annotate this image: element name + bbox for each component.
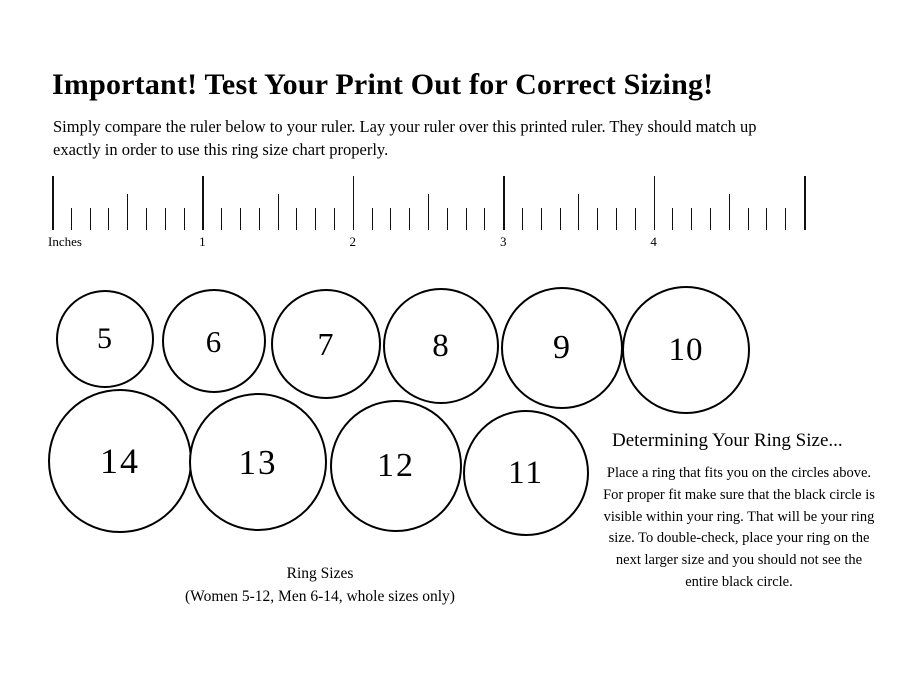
page-subtitle: Simply compare the ruler below to your ruler. Lay your ruler over this printed ruler. They should match up exactly in order to use this ring size chart properly. [53, 116, 757, 160]
ring-size-label-7: 7 [317, 326, 335, 362]
ruler-tick [390, 208, 391, 230]
ring-size-label-10: 10 [668, 331, 704, 368]
ruler-inch-label: 3 [499, 234, 507, 249]
ruler-unit-label: Inches [48, 234, 82, 249]
ring-size-circle-8[interactable] [383, 288, 499, 404]
ruler-tick [90, 208, 91, 230]
ring-sizes-title: Ring Sizes [286, 565, 354, 582]
ring-size-circle-14[interactable] [48, 389, 192, 533]
ruler-tick [146, 208, 147, 230]
ring-size-label-9: 9 [553, 329, 571, 366]
ring-size-circle-12[interactable] [330, 400, 462, 532]
ring-size-circle-11[interactable] [463, 410, 589, 536]
ruler-tick [259, 208, 260, 230]
ring-size-circle-7[interactable] [271, 289, 381, 399]
ring-size-circle-6[interactable] [162, 289, 266, 393]
ruler-tick [503, 176, 505, 230]
ring-sizes-note: (Women 5-12, Men 6-14, whole sizes only) [185, 588, 455, 606]
ruler-tick [710, 208, 711, 230]
ruler-tick [221, 208, 222, 230]
ruler-tick [315, 208, 316, 230]
ruler-tick [691, 208, 692, 230]
ring-size-circle-10[interactable] [622, 286, 750, 414]
ruler-inch-label: 2 [349, 234, 357, 249]
determining-size-heading: Determining Your Ring Size... [612, 430, 843, 451]
ruler-inch-label: 4 [650, 234, 657, 249]
ring-size-label-14: 14 [100, 441, 140, 481]
page-title: Important! Test Your Print Out for Correct Sizing! [52, 68, 714, 102]
ruler-tick [334, 208, 335, 230]
ruler-tick [240, 208, 241, 230]
ruler-tick [202, 176, 204, 230]
ruler-tick [597, 208, 598, 230]
ruler-inch-label: 1 [199, 234, 206, 249]
ruler-tick [296, 208, 297, 230]
ruler-tick [353, 176, 355, 230]
ruler-tick [522, 208, 523, 230]
ruler-tick [748, 208, 749, 230]
determining-size-body: Place a ring that fits you on the circles above. For proper fit make sure that the black circle is visible within your ring. That will be your ring size. To double-check, place your ring on the next larger size and you should not see the entire black circle. [603, 465, 875, 590]
ring-size-label-12: 12 [377, 447, 415, 484]
ruler-tick [578, 194, 579, 230]
ruler-tick [766, 208, 767, 230]
ring-size-circle-13[interactable] [189, 393, 327, 531]
ruler-tick [108, 208, 109, 230]
ruler-tick [165, 208, 166, 230]
ruler-tick [428, 194, 429, 230]
ruler-tick [71, 208, 72, 230]
ruler-tick [184, 208, 185, 230]
ring-size-label-8: 8 [432, 327, 450, 364]
ring-size-circle-5[interactable] [56, 290, 154, 388]
ruler-tick [560, 208, 561, 230]
ruler-tick [127, 194, 128, 230]
ruler-tick [654, 176, 656, 230]
ring-size-label-11: 11 [508, 454, 544, 491]
ruler-tick [52, 176, 54, 230]
ruler-tick [785, 208, 786, 230]
ring-sizes-caption [150, 562, 490, 609]
ruler-tick [278, 194, 279, 230]
ruler-tick [447, 208, 448, 230]
ruler-tick [372, 208, 373, 230]
ruler-tick [466, 208, 467, 230]
ruler-tick [409, 208, 410, 230]
ruler-tick [804, 176, 806, 230]
ruler-tick [672, 208, 673, 230]
ring-size-circle-9[interactable] [501, 287, 623, 409]
ring-size-label-5: 5 [97, 322, 113, 355]
ruler-tick [635, 208, 636, 230]
ruler-tick [541, 208, 542, 230]
ruler-tick [484, 208, 485, 230]
ruler-tick [729, 194, 730, 230]
ruler-tick [616, 208, 617, 230]
ring-size-label-13: 13 [238, 442, 278, 482]
ring-size-label-6: 6 [205, 323, 223, 359]
